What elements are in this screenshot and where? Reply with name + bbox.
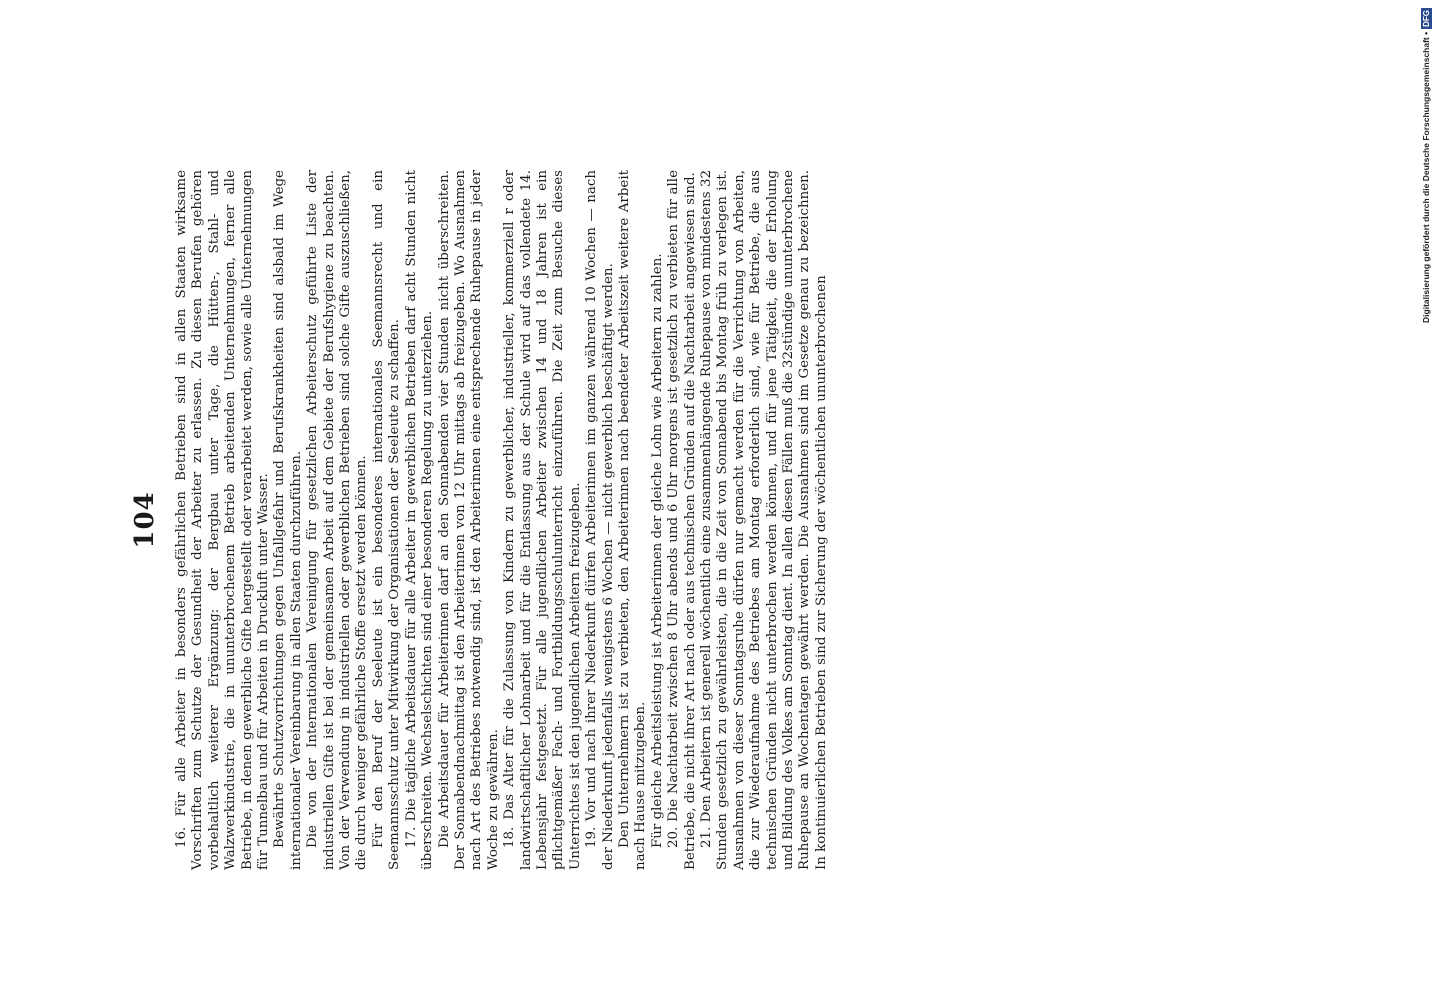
paragraph: Die Arbeitsdauer für Arbeiterinnen darf an den Sonnabenden vier Stunden nicht überschreiten. Der Sonnabendnachmittag ist den Arbeiterinnen von 12 Uhr mittags ab freizugeben. Wo Ausnahmen nach Art des Betriebes notwendig sind, ist den Arbeiterinnen eine entsprechende Ruhepause in jeder Woche zu gewähren. [436,170,501,870]
paragraph: Für gleiche Arbeitsleistung ist Arbeiterinnen der gleiche Lohn wie Arbeitern zu zahlen. [649,253,665,848]
credit-line [1416,8,1434,392]
paragraph: 19. Vor und nach ihrer Niederkunft dürfen Arbeiterinnen im ganzen während 10 Wochen — nach der Niederkunft jedenfalls wenigstens 6 Wochen — nicht gewerblich beschäftigt werden. [584,170,616,870]
paragraph: Für den Beruf der Seeleute ist ein besonderes internationales Seemannsrecht und ein Seemannsschutz unter Mitwirkung der Organisationen der Seeleute zu schaffen. [370,170,403,870]
digitization-credit-sidebar [1414,8,1434,392]
dfg-logo: DFG [1421,10,1431,27]
paragraph: Bewährte Schutzvorrichtungen gegen Unfallgefahr und Berufskrankheiten sind alsbald im Wege internationaler Vereinbarung in allen Staaten durchzuführen. [272,170,304,870]
body-text [174,170,1300,870]
paragraph: 16. Für alle Arbeiter in besonders gefährlichen Betrieben sind in allen Staaten wirksame Vorschriften zum Schutze der Gesundheit der Arbeiter zu erlassen. Zu diesen Berufen gehören vorbehaltlich weiterer Ergänzung: der Bergbau unter Tage, die Hütten-, Stahl- und Walzwerkindustrie, die in ununterbrochenem Betrieb arbeitenden Unternehmungen, ferner alle Betriebe, in denen gewerbliche Gifte hergestellt oder verarbeitet werden, sowie alle Unternehmungen für Tunnelbau und für Arbeiten in Druckluft unter Wasser. [174,170,272,870]
paragraph: 18. Das Alter für die Zulassung von Kindern zu gewerblicher, industrieller, kommerziell r oder landwirtschaftlicher Lohnarbeit und für die Entlassung aus der Schule wird auf das vollendete 14. Lebensjahr festgesetzt. Für alle jugendlichen Arbeiter zwischen 14 und 18 Jahren ist ein pflichtgemäßer Fach- und Fortbildungsschulunterricht einzuführen. Die Zeit zum Besuche dieses Unterrichtes ist den jugendlichen Arbeitern freizugeben. [502,170,583,870]
paragraph: 17. Die tägliche Arbeitsdauer für alle Arbeiter in gewerblichen Betrieben darf acht Stunden nicht überschreiten. Wechselschichten sind einer besonderen Regelung zu unterziehen. [403,170,436,870]
paragraph: 20. Die Nachtarbeit zwischen 8 Uhr abends und 6 Uhr morgens ist gesetzlich zu verbieten für alle Betriebe, die nicht ihrer Art nach oder aus technischen Gründen auf die Nachtarbeit angewiesen sind. [666,170,698,870]
paragraph: 21. Den Arbeitern ist generell wöchentlich eine zusammenhängende Ruhepause von mindestens 32 Stunden gesetzlich zu gewährleisten, die in die Zeit von Sonnabend bis Montag früh zu verlegen ist. Ausnahmen von dieser Sonntagsruhe dürfen nur gemacht werden für die Verrichtung von Arbeiten, die zur Wiederaufnahme des Betriebes am Montag erforderlich sind, wie für Betriebe, die aus technischen Gründen nicht unterbrochen werden können, und für jene Tätigkeit, die der Erholung und Bildung des Volkes am Sonntag dient. In allen diesen Fällen muß die 32stündige ununterbrochene Ruhepause an Wochentagen gewährt werden. Die Ausnahmen sind im Gesetze genau zu bezeichnen. In kontinuierlichen Betrieben sind zur Sicherung der wöchentlichen ununterbrochenen [699,170,829,870]
rotated-page-content [130,170,1300,870]
paragraph: Die von der Internationalen Vereinigung für gesetzlichen Arbeiterschutz geführte Liste der industriellen Gifte ist bei der gemeinsamen Arbeit auf dem Gebiete der Berufshygiene zu beachten. Von der Verwendung in industriellen oder gewerblichen Betrieben sind solche Gifte auszuschließen, die durch weniger gefährliche Stoffe ersetzt werden können. [305,170,370,870]
page-number: 104 [130,491,160,549]
paragraph: Den Unternehmern ist zu verbieten, den Arbeiterinnen nach beendeter Arbeitszeit weitere Arbeit nach Hause mitzugeben. [616,170,649,870]
credit-text: Digitalisierung gefördert durch die Deutsche Forschungsgemeinschaft • [1421,31,1431,323]
